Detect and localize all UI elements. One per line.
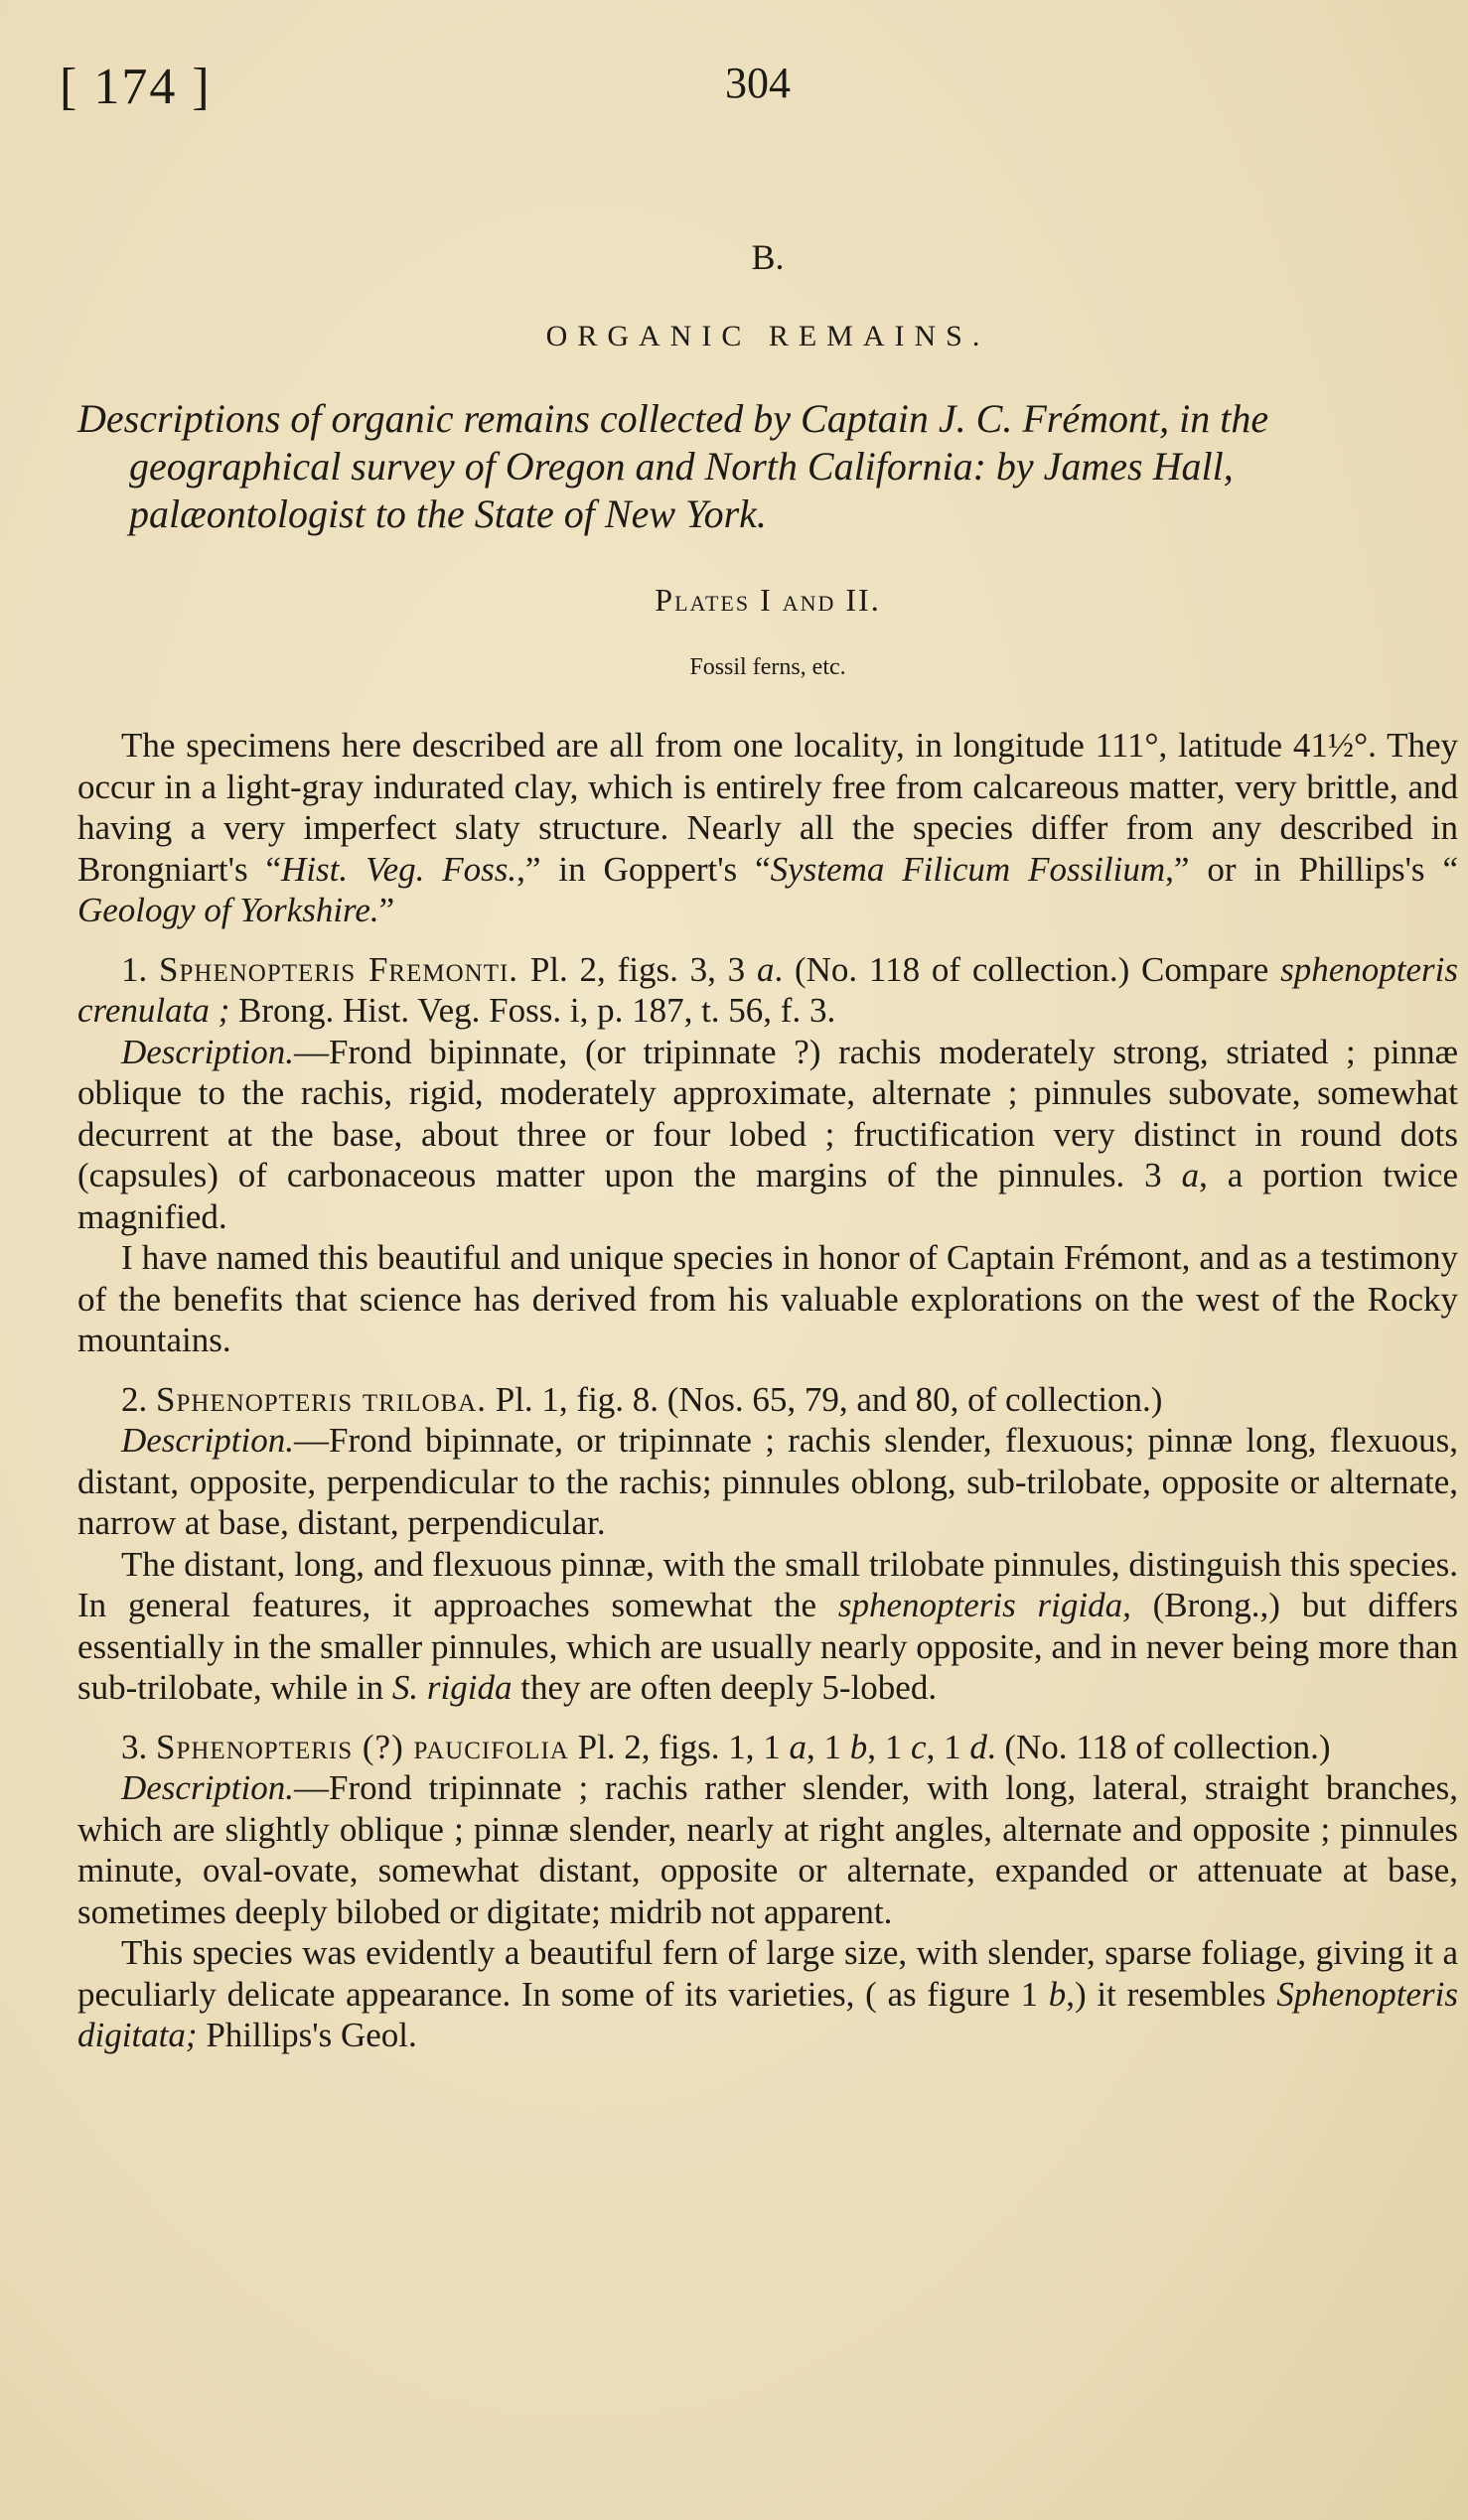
species-name: Sphenopteris triloba. — [156, 1379, 487, 1419]
intro-heading: Descriptions of organic remains collected by Captain J. C. Frémont, in the geographical survey of Oregon and North California: by James Hall, palæontologist to the State of New York. — [77, 396, 1269, 536]
plates-heading: Plates I and II. — [655, 582, 881, 618]
paragraph-triloba-remarks: The distant, long, and flexuous pinnæ, with the small trilobate pinnules, distinguish this species. In general features, it approaches somewhat the sphenopteris rigida, (Brong.,) but differs essentially in the smaller pinnules, which are usually nearly opposite, and in never being more than sub-trilobate, while in S. rigida they are often deeply 5-lobed. — [77, 1544, 1459, 1707]
subheading: Fossil ferns, etc. — [689, 654, 846, 680]
running-head — [60, 52, 1420, 121]
species-name: Sphenopteris (?) paucifolia — [156, 1727, 569, 1766]
section-letter: B. — [751, 237, 785, 277]
description-fremonti: Description.—Frond bipinnate, (or tripinnate ?) rachis moderately strong, striated ; pinnæ oblique to the rachis, rigid, moderately approximate, alternate ; pinnules subovate, somewhat decurrent at the base, about three or four lobed ; fructification very distinct in round dots (capsules) of carbonaceous matter upon the margins of the pinnules. 3 a, a portion twice magnified. — [77, 1032, 1458, 1236]
description-triloba: Description.—Frond bipinnate, or tripinnate ; rachis slender, flexuous; pinnæ long, flexuous, distant, opposite, perpendicular to the rachis; pinnules oblong, sub-trilobate, opposite or alternate, narrow at base, distant, perpendicular. — [77, 1421, 1458, 1542]
paragraph-paucifolia-remarks: This species was evidently a beautiful fern of large size, with slender, sparse foliage, giving it a peculiarly delicate appearance. In some of its varieties, ( as figure 1 b,) it resembles Sphenopteris digitata; Phillips's Geol. — [77, 1933, 1458, 2054]
bracketed-page-number: [ 174 ] — [60, 59, 212, 115]
page-body — [77, 236, 1458, 2056]
species-name: Sphenopteris Fremonti. — [159, 949, 519, 989]
paragraph-specimens: The specimens here described are all from one locality, in longitude 111°, latitude 41½°. They occur in a light-gray indurated clay, which is entirely free from calcareous matter, very brittle, and having a very imperfect slaty structure. Nearly all the species differ from any described in Brongniart's “Hist. Veg. Foss.,” in Goppert's “Systema Filicum Fossilium,” or in Phillips's “ Geology of Yorkshire.” — [77, 726, 1458, 929]
page-number: 304 — [725, 59, 791, 107]
description-paucifolia: Description.—Frond tripinnate ; rachis rather slender, with long, lateral, straight branches, which are slightly oblique ; pinnæ slender, nearly at right angles, alternate and opposite ; pinnules minute, oval-ovate, somewhat distant, opposite or alternate, expanded or attenuate at base, sometimes deeply bilobed or digitate; midrib not apparent. — [77, 1768, 1458, 1931]
species-entry-fremonti: 1. Sphenopteris Fremonti. Pl. 2, figs. 3, 3 a. (No. 118 of collection.) Compare sphenopteris crenulata ; Brong. Hist. Veg. Foss. i, p. 187, t. 56, f. 3. — [77, 949, 1458, 1030]
paragraph-dedication: I have named this beautiful and unique species in honor of Captain Frémont, and as a testimony of the benefits that science has derived from his valuable explorations on the west of the Rocky mountains. — [77, 1238, 1458, 1359]
species-entry-paucifolia: 3. Sphenopteris (?) paucifolia Pl. 2, figs. 1, 1 a, 1 b, 1 c, 1 d. (No. 118 of collection.) — [121, 1727, 1331, 1766]
section-title: ORGANIC REMAINS. — [545, 320, 990, 352]
species-entry-triloba: 2. Sphenopteris triloba. Pl. 1, fig. 8. (Nos. 65, 79, and 80, of collection.) — [121, 1379, 1163, 1419]
